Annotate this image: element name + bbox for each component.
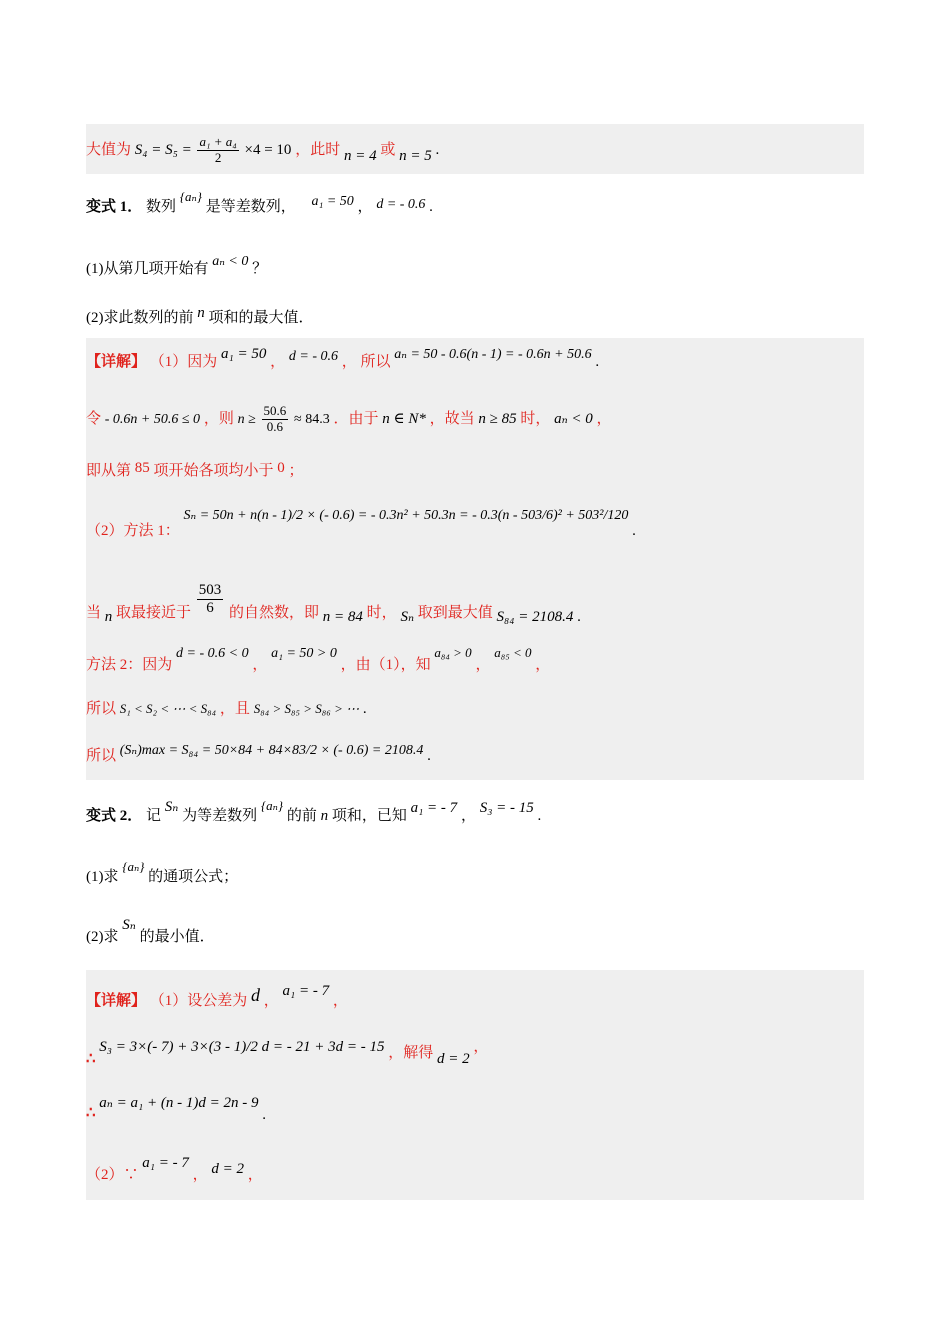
variant1-text2: 是等差数列， [205,199,296,215]
sol1-l1-end: . [595,354,600,370]
sol1-l2-ineq: - 0.6n + 50.6 ≤ 0 [104,411,201,427]
sol1-l5-num: 503 [197,582,224,600]
q1-math: aₙ < 0 [212,254,249,269]
sol1-l2-an: aₙ < 0 [554,410,593,427]
variant2-label: 变式 2． [86,808,143,824]
sol2-l1-end: ， [332,993,348,1009]
sol1-l5-den: 6 [206,600,214,617]
q2-n: n [197,305,205,321]
sol2-l4-a1: a₁ = - 7 [142,1155,189,1171]
sol1-l5-d: 时， [366,605,397,622]
variant1-d: d = - 0.6 [376,197,426,212]
variant1-text1: 数列 [146,199,177,215]
variant1-a1: a₁ = 50 [311,194,354,209]
sol2-l1-c: ， [263,993,279,1009]
sol1-l5-n: n [104,609,113,626]
sol1-l1-a: （1）因为 [149,354,218,370]
sol1-l5-sn: Sₙ [400,609,415,626]
sol1-line5 [86,582,581,626]
sol2-line3 [86,1095,266,1123]
sol1-l2-den: 0.6 [266,418,284,434]
sol1-l5-c: 的自然数，即 [229,605,320,622]
sol1-l3-0: 0 [277,460,285,476]
sol2-l2-end: ， [473,1039,489,1055]
sol1-line4 [86,508,636,539]
sol1-l6-e: ， [535,657,551,673]
sol1-l4-end: . [632,523,636,539]
sol2-l3-therefore: ∴ [86,1105,96,1121]
sol1-l7-b: ，且 [219,701,250,717]
sol2-l1-a: （1）设公差为 [149,993,248,1009]
sol1-l1-an: aₙ = 50 - 0.6(n - 1) = - 0.6n + 50.6 [394,347,592,362]
variant2-seq: {aₙ} [260,798,284,813]
sol1-l2-f: ， [596,410,612,427]
variant2-sn: Sₙ [164,799,179,815]
sol1-l5-a: 当 [86,605,102,622]
variant2-a1: a₁ = - 7 [410,800,458,816]
sol1-l6-c: ，由（1），知 [340,657,431,673]
sol1-l2-c: ．由于 [333,410,379,427]
sol1-l6-d2: ， [475,657,491,673]
top-line [86,135,439,166]
sol1-l7-s2: S₈₄ > S₈₅ > S₈₆ > ⋯ [253,701,360,716]
sol2-line4 [86,1155,263,1183]
sol2-l2-b: ，解得 [388,1045,434,1061]
top-end: . [435,141,440,158]
sol2-l2-d: d = 2 [437,1051,470,1067]
variant1-comma: ， [357,199,373,215]
top-mid: ，此时 [295,141,341,158]
sol1-l2-b: ，则 [203,410,234,427]
sol2-l2-s3: S₃ = 3×(- 7) + 3×(3 - 1)/2 d = - 21 + 3d = - 15 [99,1039,385,1055]
sol2-l3-end: . [262,1107,266,1123]
q2-text: (2)求此数列的前 [86,310,194,326]
sol1-l6-a84: a₈₄ > 0 [434,645,472,660]
sol1-l1-a1: a₁ = 50 [221,346,267,362]
variant2-comma: ， [460,808,476,824]
v2q1-end: 的通项公式； [148,869,239,885]
sol1-line3 [86,460,304,479]
variant2-s3: S₃ = - 15 [479,800,534,816]
sol2-l4-b: ， [192,1167,208,1183]
sol1-l5-e: 取到最大值 [417,605,493,622]
sol1-l2-nN: n ∈ N* [382,410,426,427]
sol1-line1 [86,346,600,370]
top-prefix: 大值为 [86,141,132,158]
sol2-l2-therefore: ∴ [86,1051,96,1067]
sol2-line2 [86,1039,489,1067]
sol1-l3-b: 项开始各项均小于 [153,463,274,479]
sol1-l2-num: 50.6 [263,403,287,418]
variant1-title [86,189,433,215]
variant2-question2 [86,917,215,945]
sol1-l2-a: 令 [86,410,102,427]
sol1-l3-c: ； [288,463,304,479]
v2q2-sn: Sₙ [122,917,136,933]
sol1-l2-frac [262,404,289,435]
v2q2-text: (2)求 [86,929,119,945]
sol1-l1-c1: ， [270,354,286,370]
sol1-l8-end: . [427,748,431,764]
sol1-l5-s84: S₈₄ = 2108.4 [496,609,574,626]
sol1-l7-s: S₁ < S₂ < ⋯ < S₈₄ [119,701,217,716]
sol2-l1-d: d [251,985,261,1005]
sol2-l1-a1: a₁ = - 7 [282,983,330,999]
sol1-l6-d: d = - 0.6 < 0 [176,646,249,661]
sol1-l4-a: （2）方法 1： [86,523,180,539]
sol1-l2-d: ，故当 [429,410,475,427]
variant2-text1: 记 [146,808,162,824]
sol1-l2-e: 时， [520,410,551,427]
sol1-line8 [86,743,431,764]
variant1-question1 [86,254,268,277]
top-frac-num: a₁ + a₄ [199,134,237,149]
sol1-l2-approx: ≈ 84.3 [294,411,330,427]
variant1-label: 变式 1． [86,199,143,215]
sol1-l5-end: . [577,609,581,626]
sol1-l5-b: 取最接近于 [116,605,192,622]
top-s45: S₄ = S₅ = [134,141,192,158]
sol1-l6-a: 方法 2：因为 [86,657,173,673]
sol1-l6-a1: a₁ = 50 > 0 [271,646,337,661]
sol1-l1-c2: ， 所以 [341,354,391,370]
sol1-l8-s: (Sₙ)max = S₈₄ = 50×84 + 84×83/2 × (- 0.6) = 2108.4 [119,743,424,758]
sol1-l3-85: 85 [134,460,150,476]
sol1-l6-b: ， [252,657,268,673]
top-fraction [197,135,238,166]
sol1-l4-sn: Sₙ = 50n + n(n - 1)/2 × (- 0.6) = - 0.3n² + 50.3n = - 0.3(n - 503/6)² + 503²/120 [183,508,629,523]
sol1-line7 [86,702,367,717]
variant2-text4: 项和，已知 [331,808,407,824]
sol1-l7-a: 所以 [86,701,117,717]
sol1-l2-n: n ≥ [237,411,256,427]
variant2-end: . [537,808,542,824]
sol1-l2-n85: n ≥ 85 [478,410,517,427]
sol1-line6 [86,645,551,673]
variant1-end: . [429,199,433,215]
sol2-l4-a: （2）∵ [86,1167,139,1183]
sol1-line2 [86,404,612,435]
top-frac-den: 2 [214,149,222,165]
sol2-l4-d: d = 2 [211,1161,244,1177]
variant2-text3: 的前 [286,808,317,824]
v2q2-end: 的最小值． [139,929,215,945]
variant1-seq: {aₙ} [179,189,202,204]
variant1-question2 [86,305,314,326]
sol1-l5-frac [197,582,224,618]
sol2-l3-an: aₙ = a₁ + (n - 1)d = 2n - 9 [99,1095,259,1111]
sol2-l4-end: ， [247,1167,263,1183]
top-or: 或 [380,141,396,158]
sol1-l5-n84: n = 84 [322,609,363,626]
q1-text: (1)从第几项开始有 [86,261,209,277]
sol1-l3-a: 即从第 [86,463,132,479]
v2q1-seq: {aₙ} [122,859,145,874]
sol1-label: 【详解】 [86,354,147,370]
variant2-n: n [320,808,329,824]
sol2-label: 【详解】 [86,993,147,1009]
variant2-question1 [86,859,239,885]
sol1-l7-end: . [362,701,367,717]
v2q1-text: (1)求 [86,869,119,885]
sol2-line1 [86,983,348,1009]
sol1-l8-a: 所以 [86,748,117,764]
q1-end: ？ [252,261,268,277]
variant2-text2: 为等差数列 [182,808,258,824]
top-frac-tail: ×4 = 10 [244,141,292,158]
q2-end: 项和的最大值． [208,310,314,326]
variant2-title [86,798,542,824]
sol1-l1-d: d = - 0.6 [288,349,338,364]
sol1-l6-a85: a₈₅ < 0 [494,645,532,660]
top-n4: n = 4 [343,147,377,164]
top-n5: n = 5 [399,147,432,164]
